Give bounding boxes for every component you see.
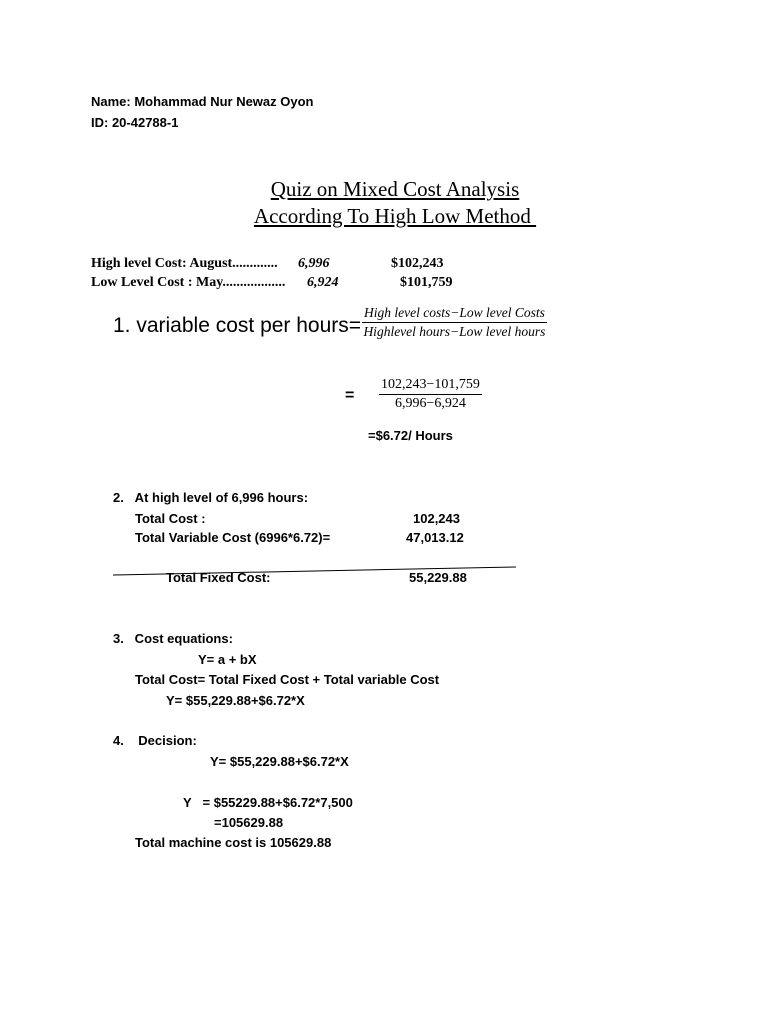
step4-heading: 4. Decision: [113,733,197,748]
total-fixed-cost-value: 55,229.88 [409,570,467,585]
low-level-hours: 6,924 [307,275,339,290]
step2-heading: 2. At high level of 6,996 hours: [113,490,309,505]
decision-substitution: Y = $55229.88+$6.72*7,500 [183,795,353,810]
calc-fraction [379,377,482,412]
formula-fraction [362,305,547,340]
step1-label: 1. variable cost per hours= [113,314,362,337]
high-level-hours: 6,996 [298,256,330,271]
student-name: Name: Mohammad Nur Newaz Oyon [91,94,314,109]
high-level-cost: $102,243 [391,256,444,271]
decision-conclusion: Total machine cost is 105629.88 [135,835,332,850]
total-fixed-cost-label: Total Fixed Cost: [166,570,271,585]
low-level-label: Low Level Cost : May.................. [91,275,286,290]
formula-numerator: High level costs−Low level Costs [362,305,547,323]
calc-denominator: 6,996−6,924 [395,396,466,411]
total-variable-cost-value: 47,013.12 [406,530,464,545]
decision-equation: Y= $55,229.88+$6.72*X [210,754,349,769]
variable-cost-result: =$6.72/ Hours [368,428,453,443]
calc-numerator: 102,243−101,759 [379,377,482,395]
decision-result: =105629.88 [214,815,284,830]
total-cost-value: 102,243 [413,511,460,526]
student-id: ID: 20-42788-1 [91,115,179,130]
title-line-1: Quiz on Mixed Cost Analysis [270,177,520,201]
low-level-cost: $101,759 [400,275,453,290]
formula-denominator: Highlevel hours−Low level hours [363,324,546,339]
equation-total-cost: Total Cost= Total Fixed Cost + Total variable Cost [135,672,440,687]
total-cost-label: Total Cost : [135,511,206,526]
total-variable-cost-label: Total Variable Cost (6996*6.72)= [135,530,331,545]
title-line-2: According To High Low Method [253,204,537,228]
step3-heading: 3. Cost equations: [113,631,233,646]
high-level-label: High level Cost: August............. [91,256,278,271]
equation-specific: Y= $55,229.88+$6.72*X [166,693,305,708]
calc-equals: = [345,387,355,404]
equation-general: Y= a + bX [198,652,257,667]
